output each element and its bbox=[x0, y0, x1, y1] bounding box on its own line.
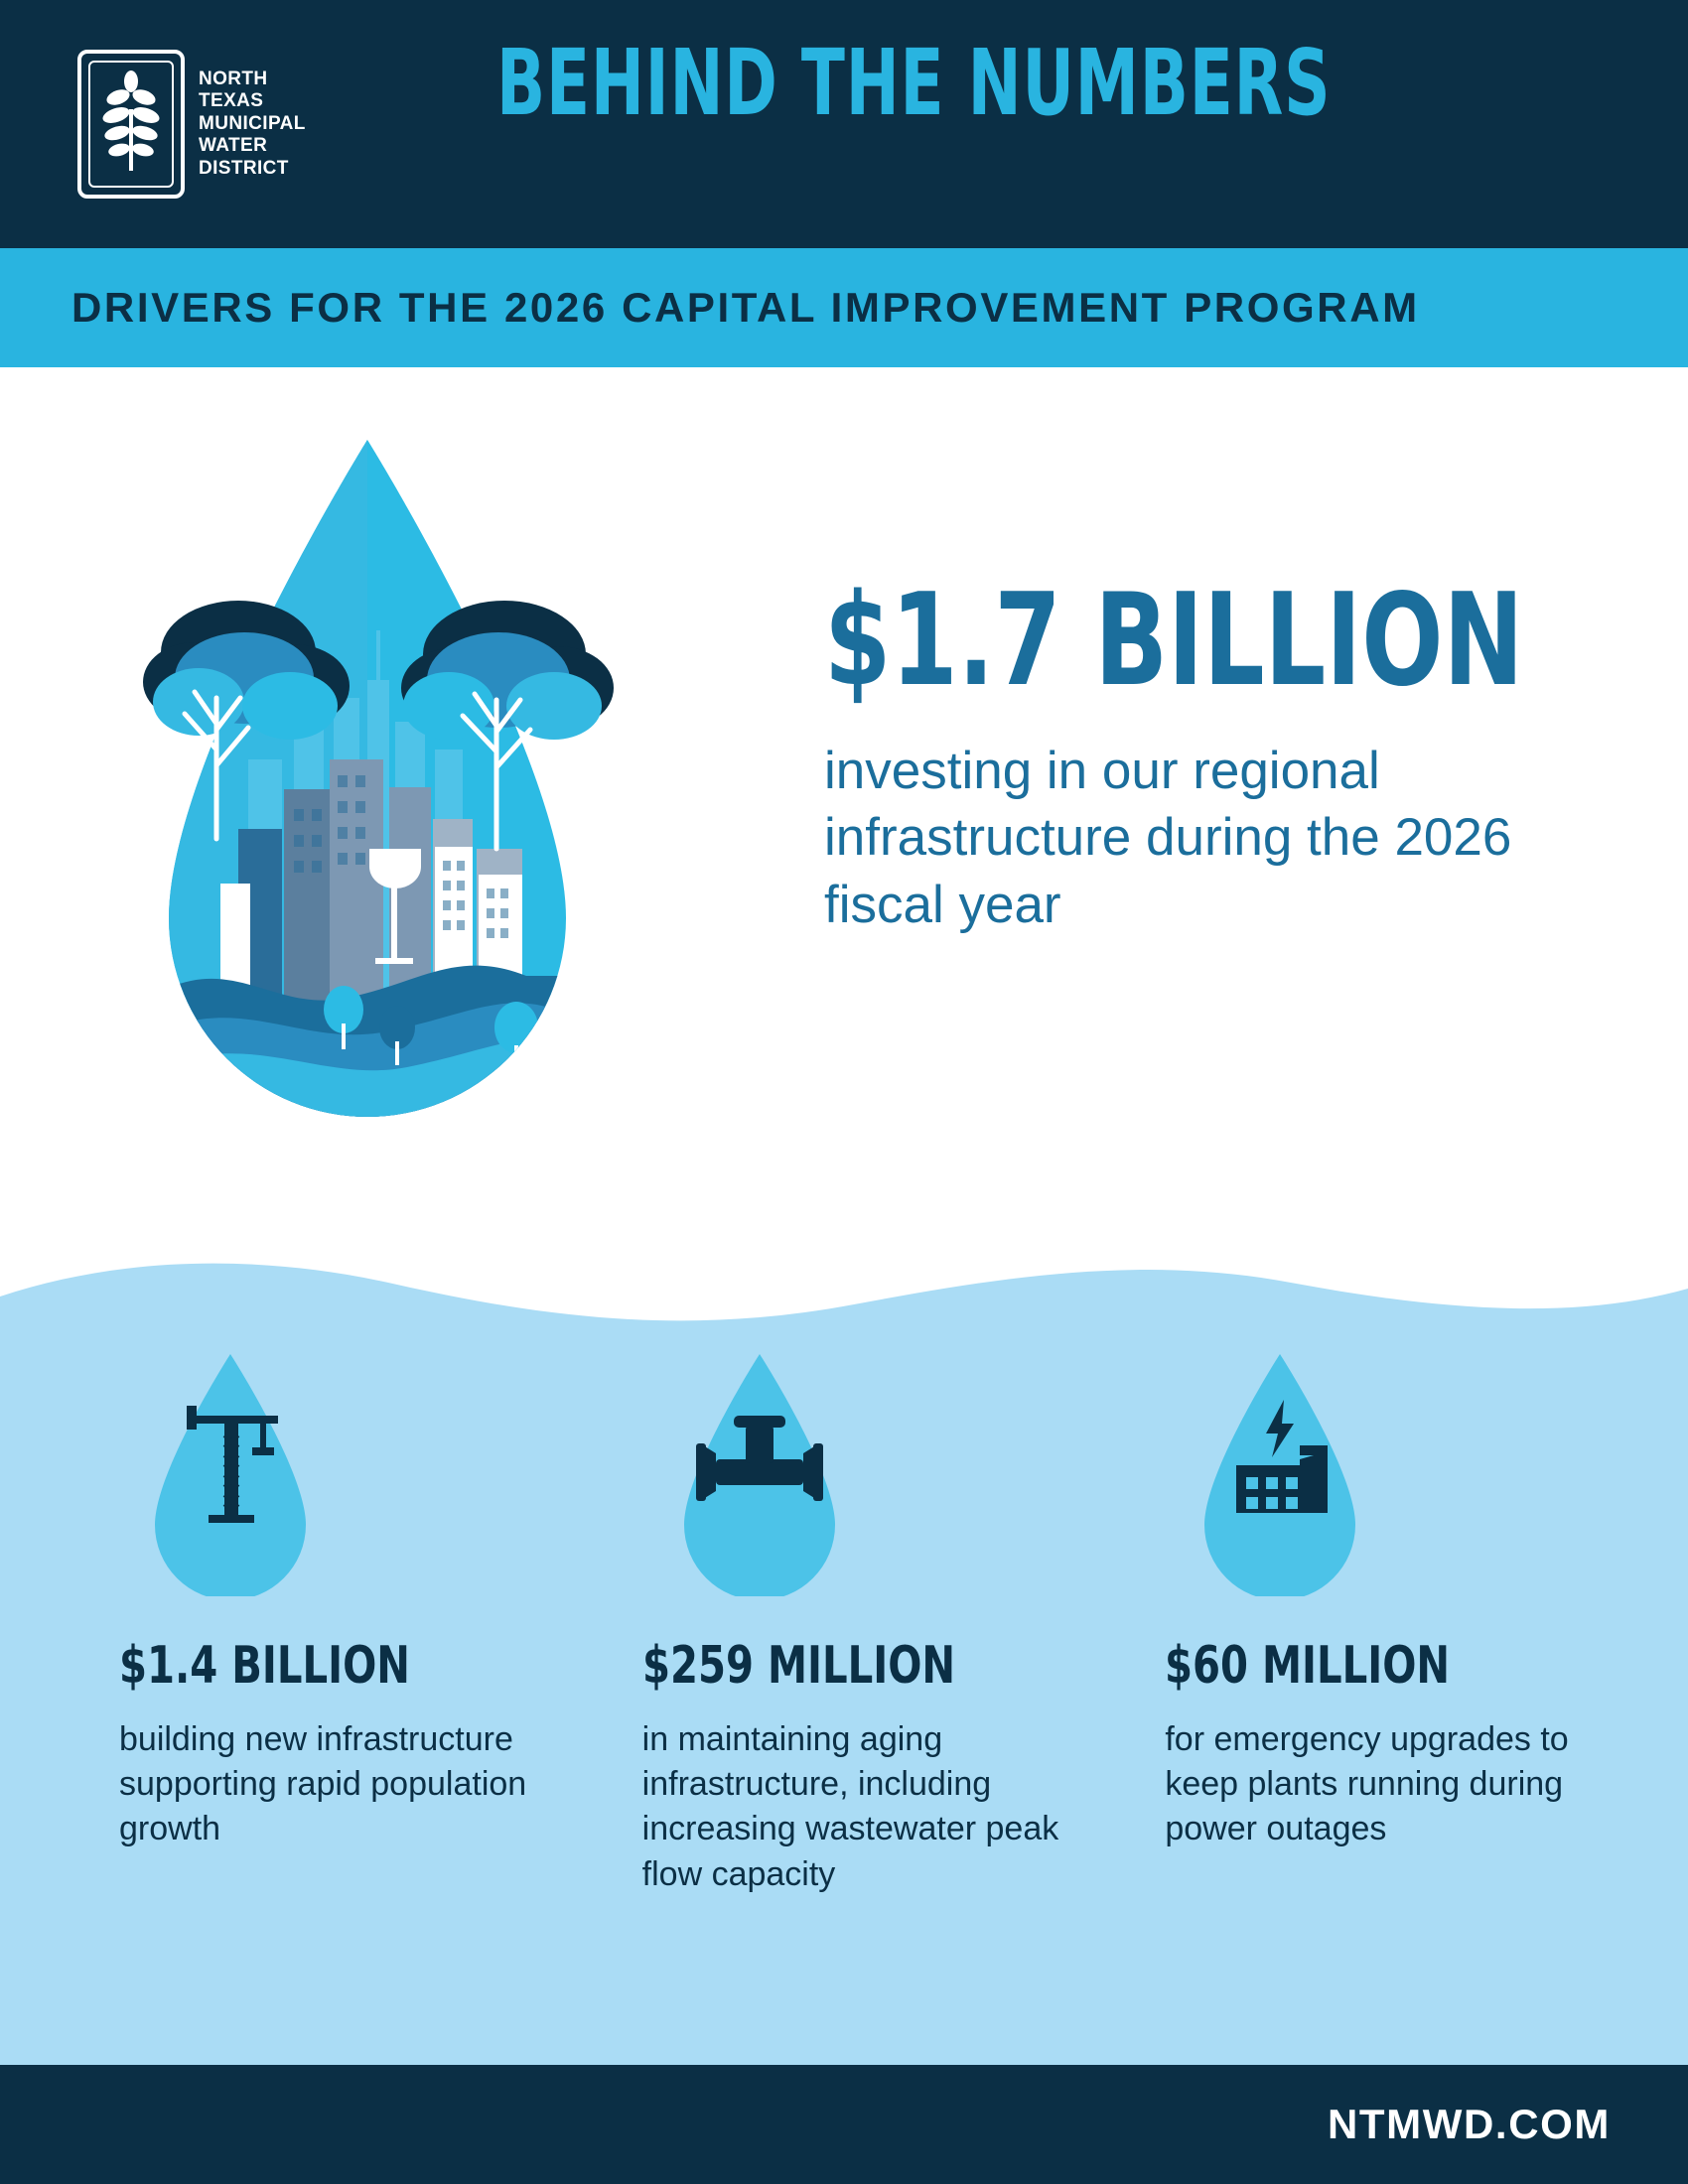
hero-description: investing in our regional infrastructure during the 2026 fiscal year bbox=[824, 741, 1512, 935]
subheader-bar bbox=[0, 248, 1688, 367]
pipe-valve-icon bbox=[660, 1348, 859, 1596]
logo-line-3: MUNICIPAL bbox=[199, 112, 306, 134]
page-title: BEHIND THE NUMBERS bbox=[496, 30, 1332, 136]
card-new-infrastructure bbox=[119, 1348, 642, 1897]
logo-line-5: DISTRICT bbox=[199, 157, 289, 179]
hero-section bbox=[0, 367, 1688, 1266]
logo-text bbox=[199, 68, 306, 180]
water-drop-city-skyline-trees-illustration bbox=[99, 432, 635, 1206]
hero-illustration-svg bbox=[99, 432, 635, 1206]
card-3-description: for emergency upgrades to keep plants running during power outages bbox=[1165, 1720, 1569, 1848]
hero-copy bbox=[824, 567, 1618, 939]
leaf-icon bbox=[101, 69, 161, 179]
logo-line-1: NORTH bbox=[199, 68, 268, 89]
footer bbox=[0, 2065, 1688, 2184]
card-2-icon-drop bbox=[660, 1348, 859, 1596]
subheader-text: DRIVERS FOR THE 2026 CAPITAL IMPROVEMENT PROGRAM bbox=[71, 284, 1420, 331]
card-emergency-upgrades bbox=[1165, 1348, 1688, 1897]
card-1-icon-drop bbox=[131, 1348, 330, 1596]
logo-line-4: WATER bbox=[199, 135, 268, 157]
crane-icon bbox=[131, 1348, 330, 1596]
logo-line-2: TEXAS bbox=[199, 90, 264, 112]
card-3-icon-drop bbox=[1181, 1348, 1379, 1596]
lower-section bbox=[0, 1249, 1688, 2065]
leaf-in-frame-logo-icon bbox=[77, 50, 185, 199]
card-1-amount: $1.4 BILLION bbox=[119, 1636, 410, 1696]
hero-amount: $1.7 BILLION bbox=[824, 567, 1524, 715]
logo bbox=[77, 50, 306, 199]
header bbox=[0, 0, 1688, 248]
card-1-description: building new infrastructure supporting rapid population growth bbox=[119, 1720, 527, 1848]
footer-website[interactable]: NTMWD.COM bbox=[1327, 2101, 1611, 2147]
card-2-description: in maintaining aging infrastructure, including increasing wastewater peak flow capacity bbox=[641, 1720, 1059, 1893]
card-2-amount: $259 MILLION bbox=[641, 1636, 955, 1696]
power-plant-lightning-icon bbox=[1181, 1348, 1379, 1596]
card-aging-infrastructure bbox=[642, 1348, 1166, 1897]
card-3-amount: $60 MILLION bbox=[1165, 1636, 1451, 1696]
cards-row bbox=[0, 1348, 1688, 1897]
